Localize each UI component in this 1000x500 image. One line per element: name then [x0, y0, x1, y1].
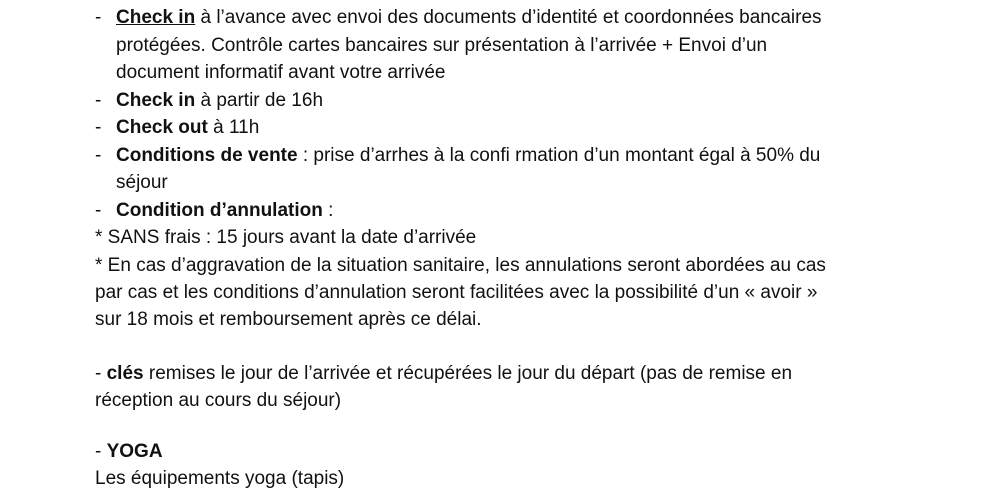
cancellation-text: :: [322, 200, 334, 221]
bullet-dash: -: [95, 200, 102, 221]
bullet-dash: -: [95, 145, 102, 166]
keys-label: clés: [106, 363, 144, 384]
sale-conditions-line-1: [95, 143, 820, 169]
cancellation-note-2-line-2: par cas et les conditions d’annulation seront facilitées avec la possibilité d’un « avoir »: [95, 282, 818, 303]
yoga-equipment-line: Les équipements yoga (tapis): [95, 468, 345, 489]
checkin-advance-line-3: document informatif avant votre arrivée: [116, 62, 446, 83]
bullet-dash: -: [95, 7, 102, 28]
checkout-time-line: [95, 115, 259, 141]
keys-line-2: réception au cours du séjour): [95, 390, 342, 411]
sale-conditions-text: : prise d’arrhes à la confi rmation d’un montant égal à 50% du: [297, 145, 821, 166]
cancellation-note-1: * SANS frais : 15 jours avant la date d’arrivée: [95, 227, 477, 248]
checkin-time-line: [95, 88, 323, 114]
yoga-label: YOGA: [106, 441, 163, 462]
keys-prefix: -: [95, 363, 107, 384]
checkin-time-text: à partir de 16h: [195, 90, 324, 111]
sale-conditions-label: Conditions de vente: [116, 145, 298, 166]
keys-line-1: [95, 361, 792, 387]
checkin-advance-text: à l’avance avec envoi des documents d’identité et coordonnées bancaires: [195, 7, 822, 28]
checkin-label: Check in: [116, 7, 196, 28]
yoga-prefix: -: [95, 441, 107, 462]
checkout-time-text: à 11h: [207, 117, 260, 138]
checkout-time-label: Check out: [116, 117, 208, 138]
checkin-advance-line-1: [95, 5, 822, 31]
bullet-dash: -: [95, 117, 102, 138]
bullet-dash: -: [95, 90, 102, 111]
sale-conditions-line-2: séjour: [116, 172, 168, 193]
cancellation-note-2-line-1: * En cas d’aggravation de la situation sanitaire, les annulations seront abordées au cas: [95, 255, 826, 276]
keys-text: remises le jour de l’arrivée et récupérées le jour du départ (pas de remise en: [143, 363, 793, 384]
checkin-advance-line-2: protégées. Contrôle cartes bancaires sur présentation à l’arrivée + Envoi d’un: [116, 35, 768, 56]
checkin-time-label: Check in: [116, 90, 196, 111]
cancellation-note-2-line-3: sur 18 mois et remboursement après ce délai.: [95, 309, 482, 330]
yoga-heading-line: [95, 439, 163, 465]
cancellation-line: [95, 198, 333, 224]
cancellation-label: Condition d’annulation: [116, 200, 323, 221]
